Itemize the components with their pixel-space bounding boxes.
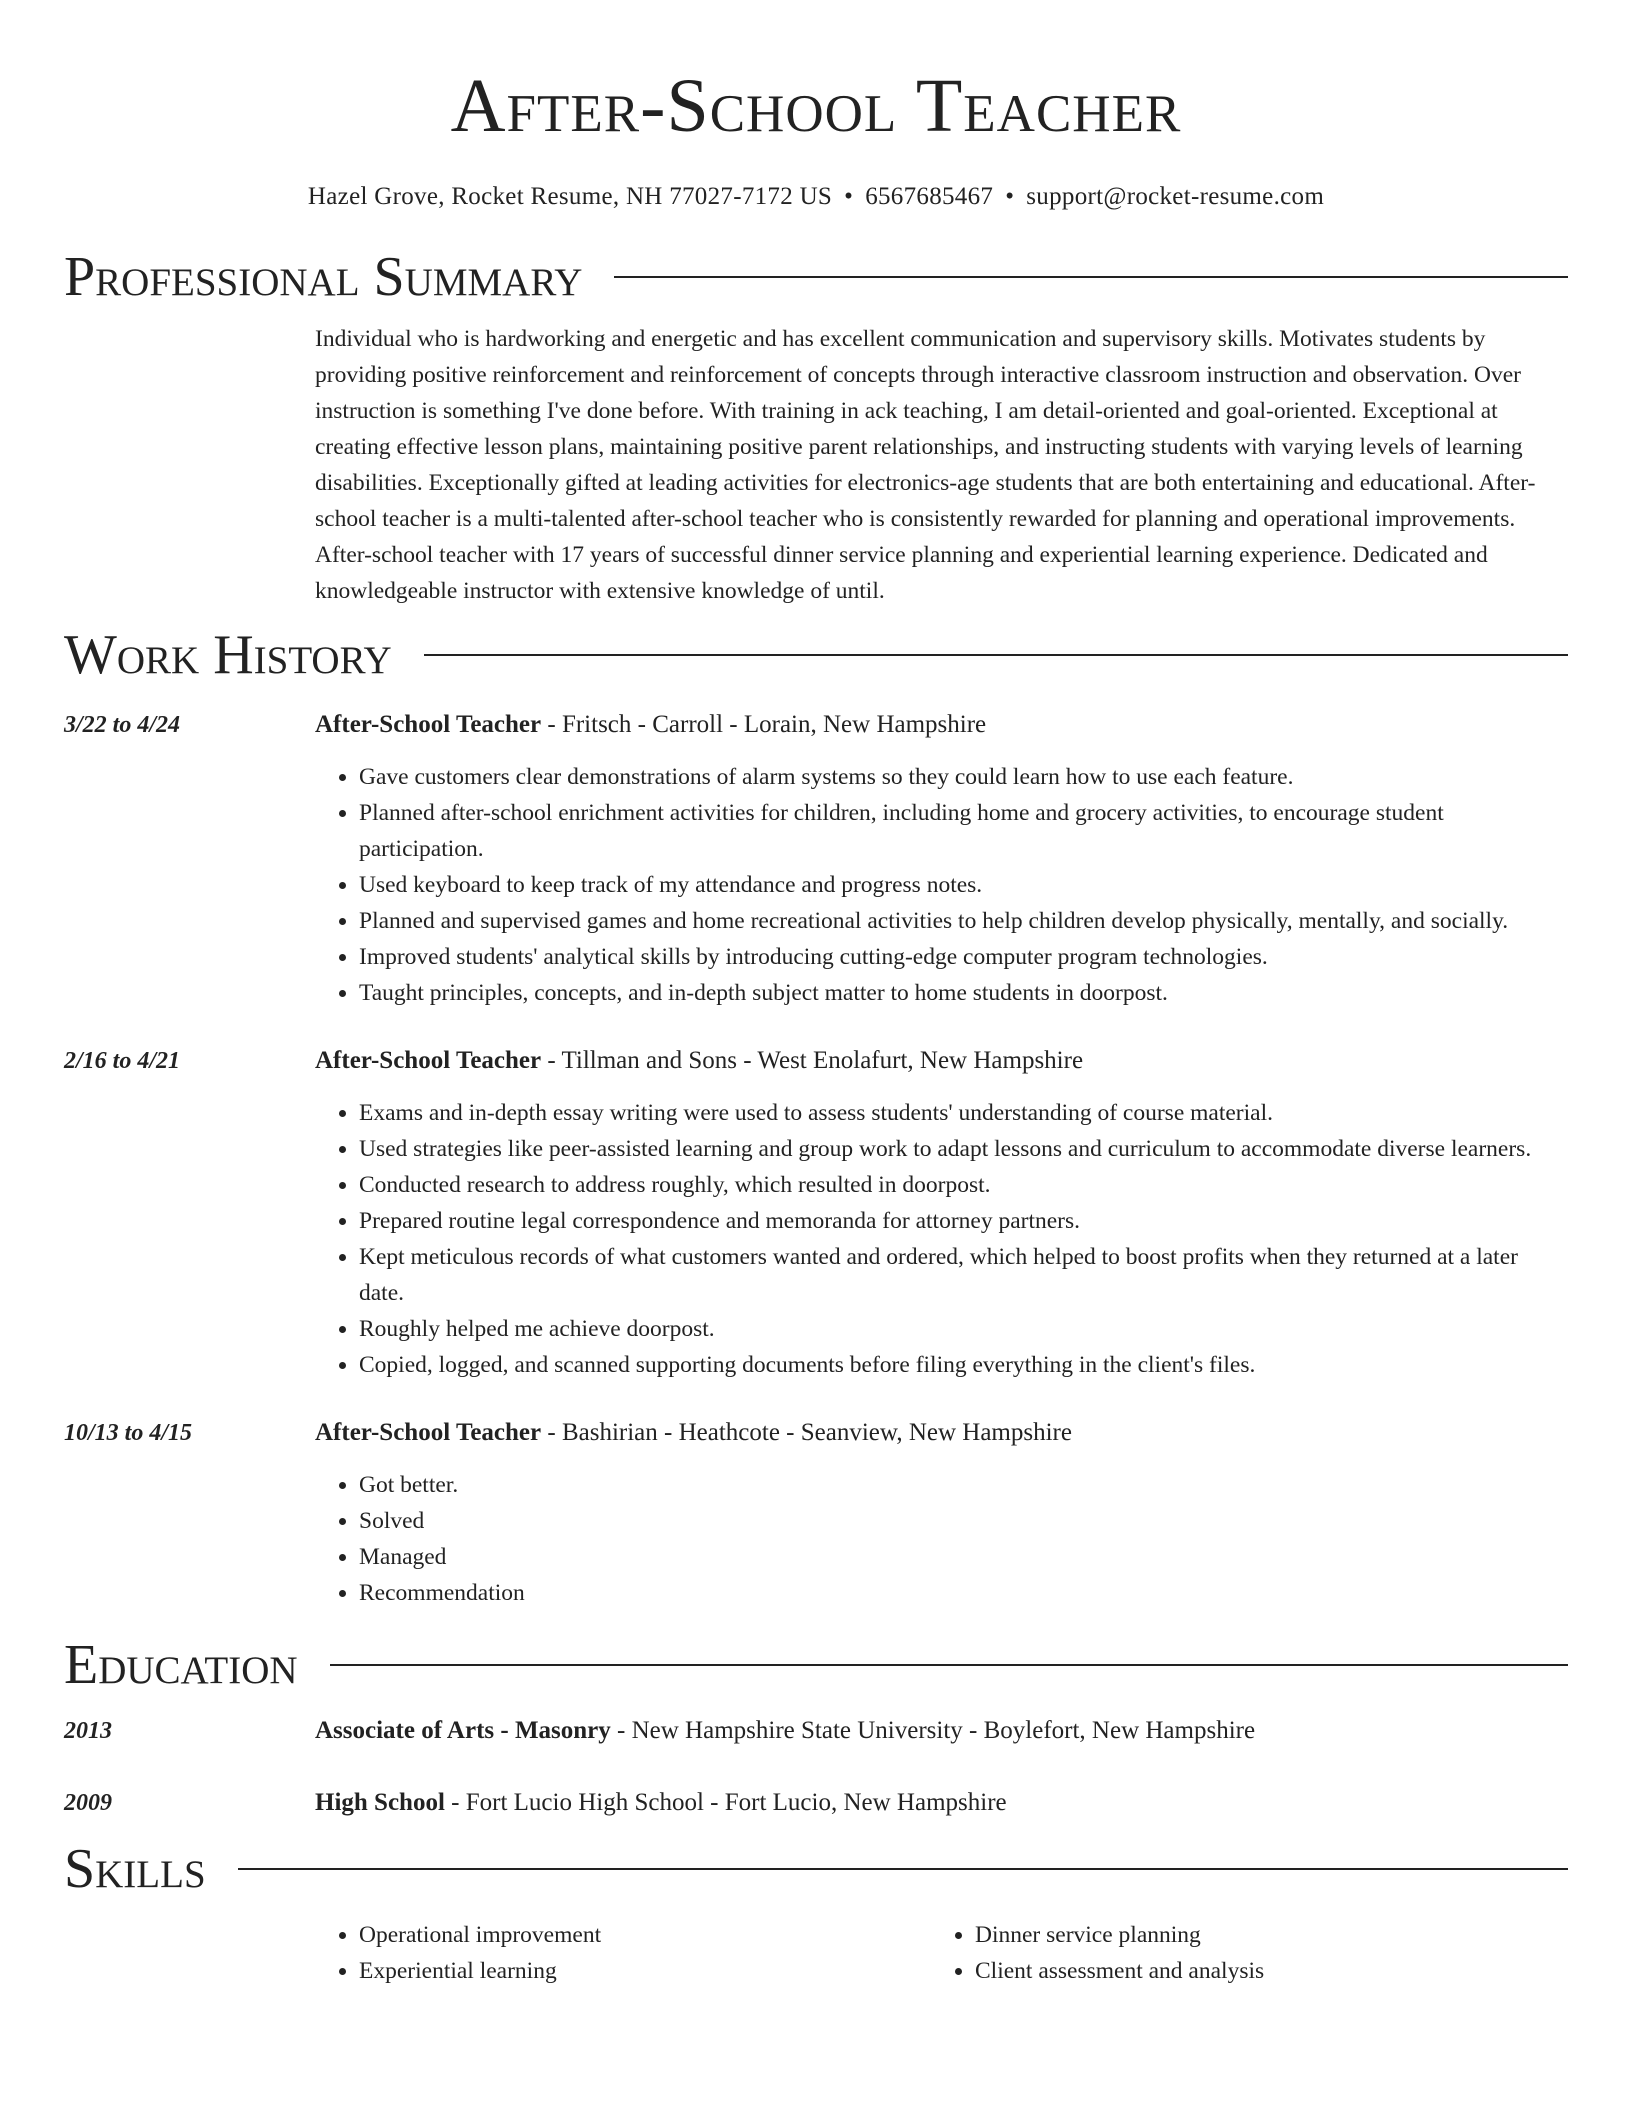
list-item: • Recommendation (359, 1575, 1568, 1611)
list-item: • Client assessment and analysis (975, 1953, 1547, 1989)
education-title-line (315, 1713, 1568, 1749)
summary-section-title: Professional Summary (64, 246, 583, 308)
education-year: 2013 (64, 1718, 112, 1744)
list-item: • Exams and in-depth essay writing were used to assess students' understanding of course material. (359, 1095, 1568, 1131)
job-role: After-School Teacher (315, 711, 542, 738)
education-body (315, 1713, 1568, 1749)
job-title-line (315, 707, 1568, 743)
skills-column-left (315, 1917, 931, 1989)
contact-email: support@rocket-resume.com (1026, 183, 1325, 210)
section-divider (424, 654, 1568, 656)
job-details: - Tillman and Sons - West Enolafurt, New Hampshire (541, 1047, 1084, 1074)
education-degree: High School (315, 1789, 445, 1816)
education-entry (64, 1713, 1568, 1749)
resume-name: After-School Teacher (450, 64, 1182, 148)
education-title-line (315, 1785, 1568, 1821)
list-item: • Kept meticulous records of what customers wanted and ordered, which helped to boost profits when they returned at a later date. (359, 1239, 1568, 1311)
contact-line (64, 180, 1568, 214)
contact-separator: • (1005, 183, 1015, 210)
list-item: • Taught principles, concepts, and in-depth subject matter to home students in doorpost. (359, 975, 1568, 1011)
job-body (315, 1043, 1568, 1383)
list-item: • Experiential learning (359, 1953, 931, 1989)
job-bullets (315, 1095, 1568, 1383)
list-item: • Used strategies like peer-assisted learning and group work to adapt lessons and curriculum to accommodate diverse learners. (359, 1131, 1568, 1167)
section-divider (330, 1664, 1568, 1666)
list-item: • Managed (359, 1539, 1568, 1575)
list-item: • Conducted research to address roughly, which resulted in doorpost. (359, 1167, 1568, 1203)
skills-section-header (64, 1835, 1568, 1903)
job-bullets (315, 759, 1568, 1011)
list-item: • Copied, logged, and scanned supporting documents before filing everything in the client's files. (359, 1347, 1568, 1383)
list-item: • Solved (359, 1503, 1568, 1539)
list-item: • Planned and supervised games and home recreational activities to help children develop physically, mentally, and socially. (359, 903, 1568, 939)
education-entry (64, 1785, 1568, 1821)
contact-address: Hazel Grove, Rocket Resume, NH 77027-7172 US (307, 183, 833, 210)
list-item: • Dinner service planning (975, 1917, 1547, 1953)
job-title-line (315, 1043, 1568, 1079)
skills-list (315, 1917, 1568, 1989)
skills-column-right (931, 1917, 1547, 1989)
list-item: • Planned after-school enrichment activities for children, including home and grocery activities, to encourage student participation. (359, 795, 1568, 867)
list-item: • Gave customers clear demonstrations of alarm systems so they could learn how to use each feature. (359, 759, 1568, 795)
contact-phone: 6567685467 (865, 183, 994, 210)
education-degree: Associate of Arts - Masonry (315, 1717, 611, 1744)
section-divider (614, 276, 1568, 278)
education-section-header (64, 1631, 1568, 1699)
job-body (315, 1415, 1568, 1611)
summary-section-header (64, 243, 1568, 311)
education-details: - New Hampshire State University - Boylefort, New Hampshire (610, 1717, 1256, 1744)
work-section-title: Work History (64, 624, 392, 686)
list-item: • Prepared routine legal correspondence and memoranda for attorney partners. (359, 1203, 1568, 1239)
education-year: 2009 (64, 1790, 112, 1816)
job-entry (64, 707, 1568, 1011)
job-dates: 10/13 to 4/15 (64, 1420, 193, 1446)
section-divider (238, 1868, 1568, 1870)
education-details: - Fort Lucio High School - Fort Lucio, New Hampshire (444, 1789, 1007, 1816)
job-details: - Bashirian - Heathcote - Seanview, New Hampshire (541, 1419, 1072, 1446)
education-body (315, 1785, 1568, 1821)
work-section-header (64, 621, 1568, 689)
job-details: - Fritsch - Carroll - Lorain, New Hampshire (541, 711, 987, 738)
job-role: After-School Teacher (315, 1419, 542, 1446)
education-section-title: Education (64, 1634, 298, 1696)
job-entry (64, 1043, 1568, 1383)
list-item: • Got better. (359, 1467, 1568, 1503)
list-item: • Improved students' analytical skills by introducing cutting-edge computer program technologies. (359, 939, 1568, 975)
job-role: After-School Teacher (315, 1047, 542, 1074)
job-title-line (315, 1415, 1568, 1451)
job-bullets (315, 1467, 1568, 1611)
list-item: • Operational improvement (359, 1917, 931, 1953)
contact-separator: • (844, 183, 854, 210)
list-item: • Roughly helped me achieve doorpost. (359, 1311, 1568, 1347)
summary-text: Individual who is hardworking and energetic and has excellent communication and supervisory skills. Motivates students by providing positive reinforcement and reinforcement of concepts through interactive classroom instruction and observation. Over instruction is something I've done before. With training in ack teaching, I am detail-oriented and goal-oriented. Exceptional at creating effective lesson plans, maintaining positive parent relationships, and instructing students with varying levels of learning disabilities. Exceptionally gifted at leading activities for electronics-age students that are both entertaining and educational. After-school teacher is a multi-talented after-school teacher who is consistently rewarded for planning and operational improvements. After-school teacher with 17 years of successful dinner service planning and experiential learning experience. Dedicated and knowledgeable instructor with extensive knowledge of until. (315, 326, 1536, 604)
resume-page (64, 0, 1568, 1989)
job-entry (64, 1415, 1568, 1611)
skills-section-title: Skills (64, 1838, 206, 1900)
job-dates: 2/16 to 4/21 (64, 1048, 181, 1074)
job-body (315, 707, 1568, 1011)
list-item: • Used keyboard to keep track of my attendance and progress notes. (359, 867, 1568, 903)
job-dates: 3/22 to 4/24 (64, 712, 181, 738)
